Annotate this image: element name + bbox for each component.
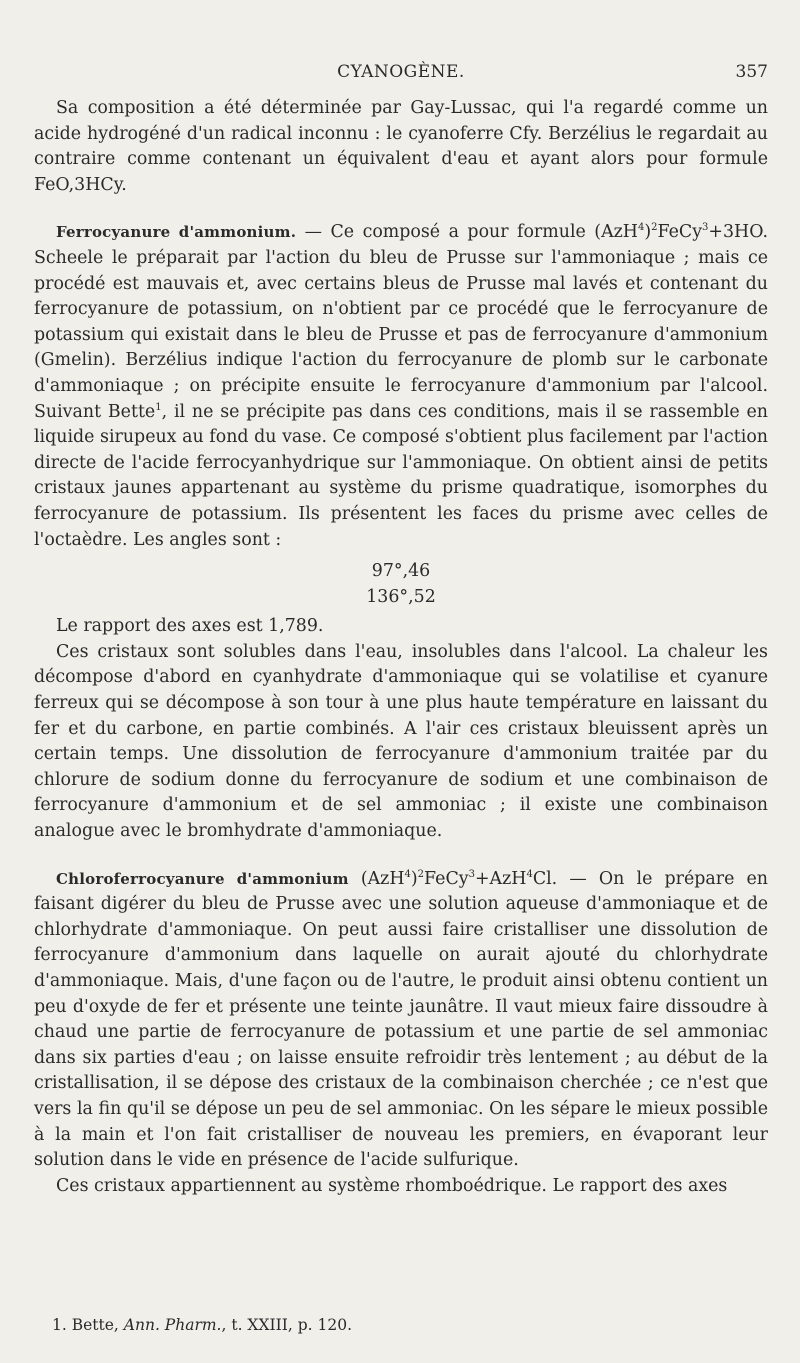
formula-part: +3HO. bbox=[708, 222, 768, 243]
formula-sup: 4 bbox=[637, 222, 645, 234]
paragraph-rhombohedral: Ces cristaux appartiennent au système rhomboédrique. Le rapport des axes bbox=[56, 1175, 728, 1196]
formula-part: Cl. bbox=[532, 868, 558, 889]
formula-part: FeCy bbox=[424, 868, 469, 889]
footnote-number: 1. bbox=[52, 1316, 67, 1334]
formula-part: ) bbox=[410, 868, 418, 889]
page-number: 357 bbox=[735, 62, 768, 82]
page-header bbox=[34, 62, 768, 90]
section-text: Scheele le préparait par l'action du bleu de Prusse sur l'ammoniaque ; mais ce procédé est mauvais et, avec certains bleus de Prusse mal lavés et contenant du ferrocyanure de potassium, on n'obtient par ce procédé que le ferrocyanure de potassium qui existait dans le bleu de Prusse et pas de ferrocyanure d'ammonium (Gmelin). Berzélius indique l'action du ferrocyanure de plomb sur le carbonate d'ammoniaque ; on précipite ensuite le ferrocyanure d'ammonium par l'alcool. Suivant Bette bbox=[34, 247, 768, 422]
section-ferrocyanure-ammonium bbox=[34, 220, 768, 553]
formula-part: +AzH bbox=[474, 868, 527, 889]
footnote-details: , t. XXIII, p. 120. bbox=[221, 1316, 353, 1334]
footnote-reference: 1 bbox=[155, 401, 162, 413]
formula-part: FeCy bbox=[657, 222, 703, 243]
section-text: , il ne se précipite pas dans ces conditions, mais il se rassemble en liquide sirupeux au fond du vase. Ce composé s'obtient plus facilement par l'action directe de l'acide ferrocyanhydrique sur l'ammoniaque. On obtient ainsi de petits cristaux jaunes appartenant au système du prisme quadratique, isomorphes du ferrocyanure de potassium. Ils présentent les faces du prisme avec celles de l'octaèdre. Les angles sont : bbox=[34, 401, 768, 550]
formula-sup: 2 bbox=[651, 222, 658, 234]
formula-sup: 4 bbox=[404, 868, 411, 880]
section-text: — On le prépare en faisant digérer du bleu de Prusse avec une solution aqueuse d'ammoniaque et de chlorhydrate d'ammoniaque. On peut aussi faire cristalliser une dissolution de ferrocyanure d'ammonium dans laquelle on aurait ajouté du chlorhydrate d'ammoniaque. Mais, d'une façon ou de l'autre, le produit ainsi obtenu contient un peu d'oxyde de fer et présente une teinte jaunâtre. Il vaut mieux faire dissoudre à chaud une partie de ferrocyanure de potassium et une partie de sel ammoniac dans six parties d'eau ; on laisse ensuite refroidir très lentement ; au début de la cristallisation, il se dépose des cristaux de la combinaison cherchée ; ce n'est que vers la fin qu'il se dépose un peu de sel ammoniac. On les sépare le mieux possible à la main et l'on fait cristalliser de nouveau les premiers, en évaporant leur solution dans le vide en présence de l'acide sulfurique. bbox=[34, 868, 768, 1171]
paragraph-composition: Sa composition a été déterminée par Gay-Lussac, qui l'a regardé comme un acide hydrogéné d'un radical inconnu : le cyanoferre Cfy. Berzélius le regardait au contraire comme contenant un équivalent d'eau et ayant alors pour formule FeO,3HCy. bbox=[34, 98, 768, 195]
section-chloroferrocyanure bbox=[34, 867, 768, 1174]
formula-sup: 3 bbox=[468, 868, 475, 880]
footnote-author: Bette, bbox=[66, 1316, 124, 1334]
formula-part: — Ce composé a pour formule (AzH bbox=[296, 222, 638, 243]
angle-value: 136°,52 bbox=[366, 586, 436, 607]
formula-sup: 3 bbox=[702, 222, 709, 234]
section-term: Chloroferrocyanure d'ammonium bbox=[56, 869, 349, 888]
formula-part: ) bbox=[644, 222, 652, 243]
formula-sup: 4 bbox=[526, 868, 533, 880]
paragraph-axes-ratio: Le rapport des axes est 1,789. bbox=[56, 616, 324, 637]
formula-sup: 2 bbox=[417, 868, 425, 880]
footnote-journal: Ann. Pharm. bbox=[123, 1316, 222, 1334]
page-body bbox=[34, 96, 768, 1199]
paragraph-solubility: Ces cristaux sont solubles dans l'eau, insolubles dans l'alcool. La chaleur les décompose d'abord en cyanhydrate d'ammoniaque qui se volatilise et cyanure ferreux qui se décompose à son tour à une plus haute température en laissant du fer et du carbone, en partie combinés. A l'air ces cristaux bleuissent après un certain temps. Une dissolution de ferrocyanure d'ammonium traitée par du chlorure de sodium donne du ferrocyanure de sodium et une combinaison de ferrocyanure d'ammonium et de sel ammoniac ; il existe une combinaison analogue avec le bromhydrate d'ammoniaque. bbox=[34, 641, 768, 842]
formula-part: (AzH bbox=[348, 868, 405, 889]
angles-block bbox=[34, 559, 768, 610]
running-title: CYANOGÈNE. bbox=[337, 62, 465, 82]
angle-value: 97°,46 bbox=[371, 561, 431, 582]
section-term: Ferrocyanure d'ammonium. bbox=[56, 223, 297, 242]
footnote bbox=[52, 1314, 752, 1336]
